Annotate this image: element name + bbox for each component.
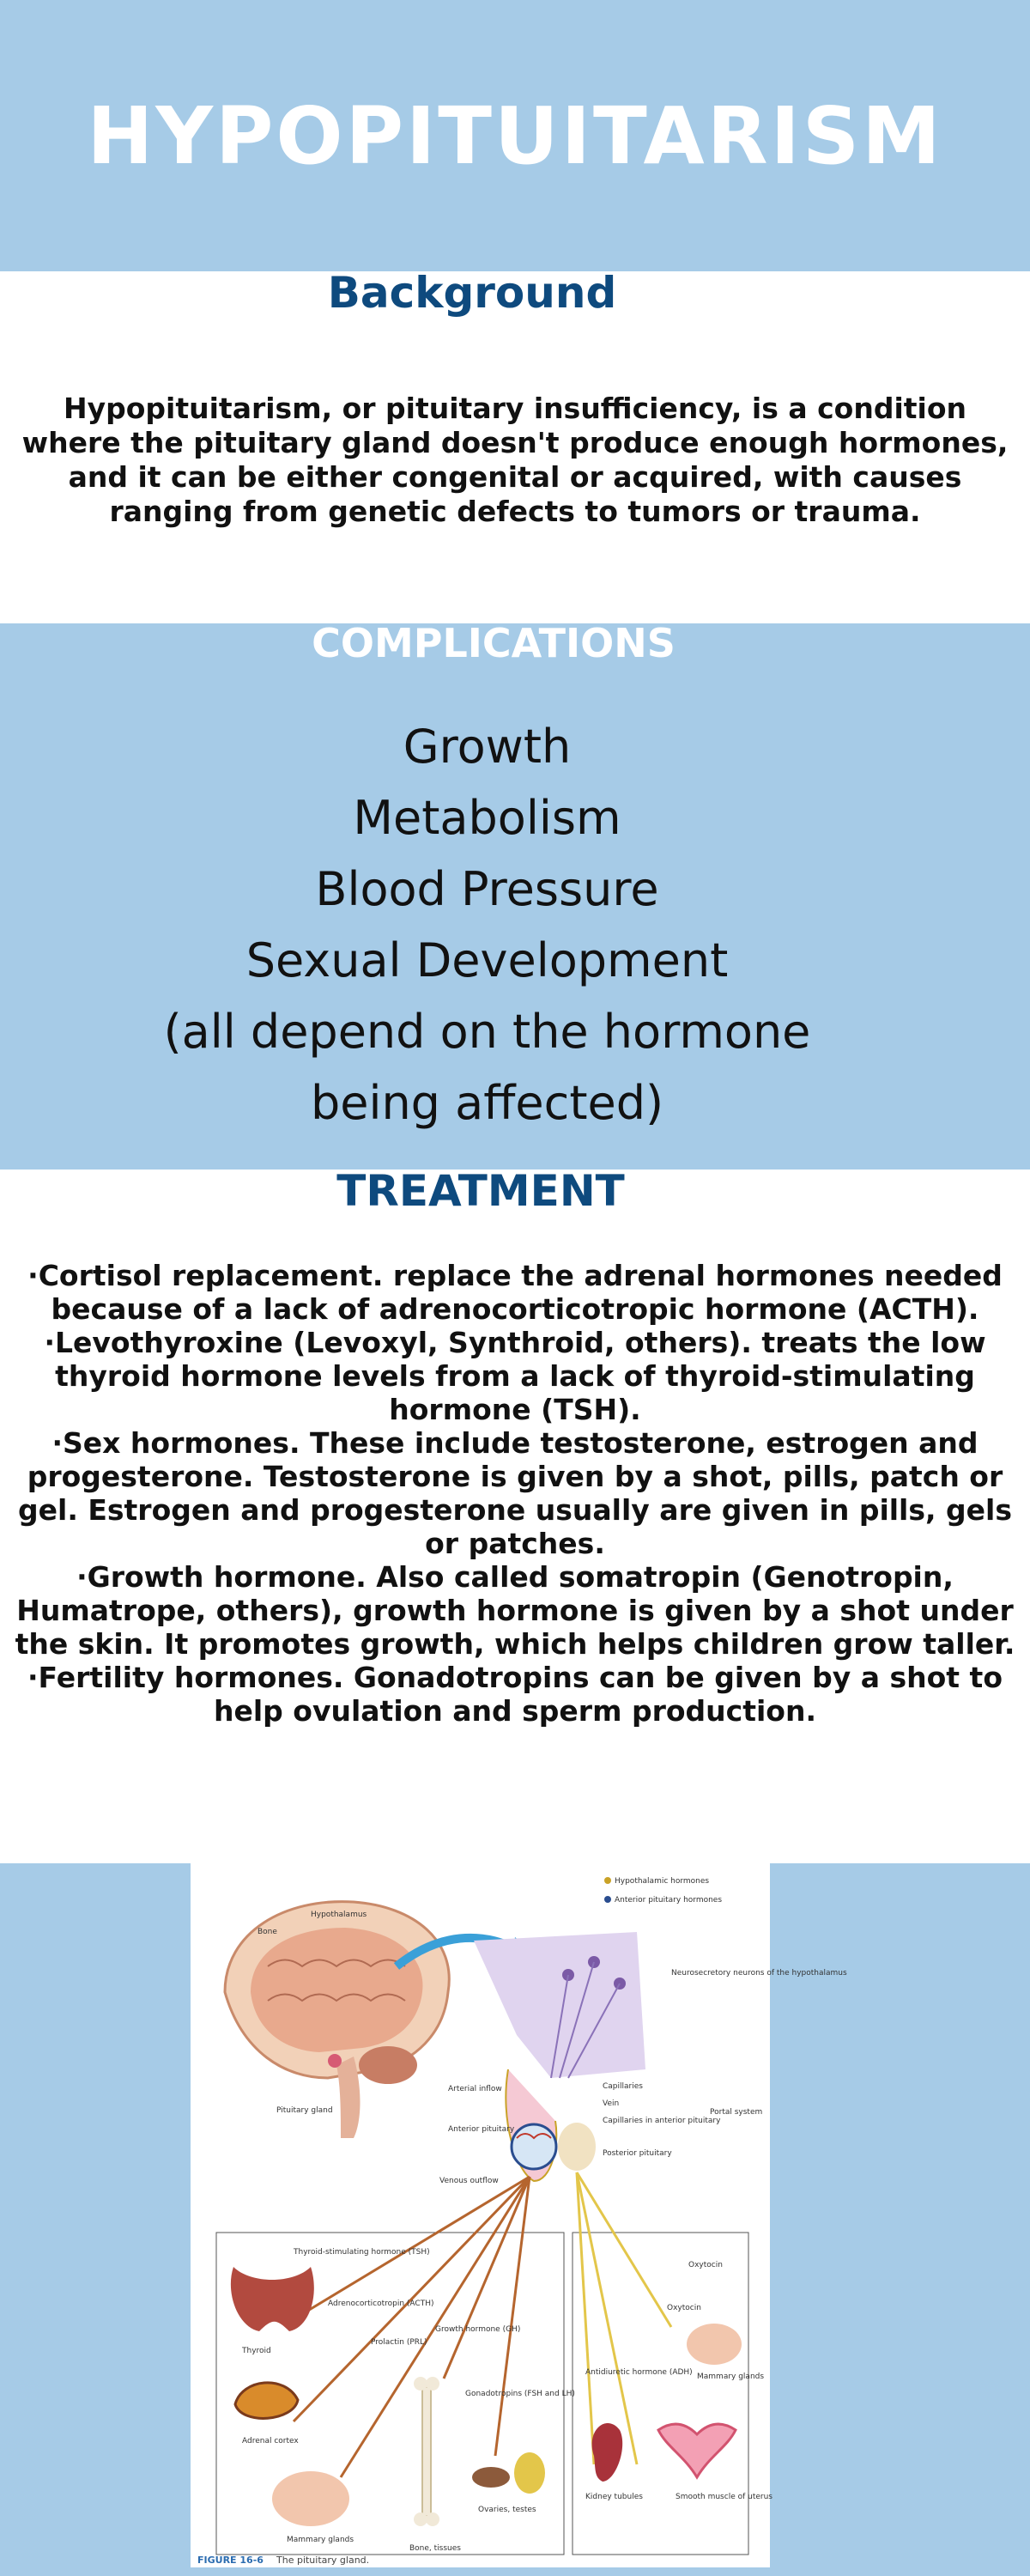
label-capillaries-anterior: Capillaries in anterior pituitary: [603, 2117, 721, 2125]
label-prl: Prolactin (PRL): [371, 2338, 427, 2347]
hypothalamic-legend-dot: [604, 1877, 611, 1884]
label-ovaries-testes: Ovaries, testes: [478, 2506, 536, 2514]
label-vein: Vein: [603, 2099, 620, 2108]
adrenal-illustration: [235, 2383, 298, 2419]
figure-caption-text: The pituitary gland.: [276, 2555, 370, 2566]
complication-item: Sexual Development: [245, 933, 729, 987]
label-neurosecretory: Neurosecretory neurons of the hypothalamus: [671, 1969, 847, 1978]
complication-item: being affected): [310, 1076, 664, 1130]
treatment-item-fertility: ·Fertility hormones. Gonadotropins can be given by a shot to help ovulation and sperm production.: [27, 1661, 1003, 1728]
label-oxytocin-top: Oxytocin: [688, 2261, 723, 2269]
label-thyroid: Thyroid: [242, 2347, 271, 2355]
bone-illustration: [422, 2387, 431, 2516]
testis-illustration: [514, 2452, 545, 2494]
label-tsh: Thyroid-stimulating hormone (TSH): [294, 2248, 430, 2257]
mammary-right-illustration: [687, 2324, 742, 2365]
pituitary-zoom: [474, 1932, 645, 2181]
treatment-heading: TREATMENT: [336, 1166, 625, 1216]
ovary-illustration: [472, 2467, 510, 2488]
treatment-item-levothyroxine: ·Levothyroxine (Levoxyl, Synthroid, others). treats the low thyroid hormone levels from a lack of thyroid-stimulating hormone (TSH).: [44, 1326, 986, 1426]
label-gh: Growth hormone (GH): [435, 2325, 521, 2334]
mammary-left-illustration: [272, 2471, 349, 2526]
label-mammary-left: Mammary glands: [287, 2536, 354, 2544]
complication-item: Blood Pressure: [315, 862, 659, 916]
label-kidney-tubules: Kidney tubules: [585, 2493, 643, 2501]
label-arterial-inflow: Arterial inflow: [448, 2085, 502, 2093]
label-capillaries: Capillaries: [603, 2082, 643, 2091]
label-posterior-pituitary: Posterior pituitary: [603, 2149, 672, 2158]
label-bone: Bone: [258, 1928, 277, 1936]
complications-heading: COMPLICATIONS: [312, 620, 676, 666]
background-heading: Background: [327, 268, 617, 318]
treatment-item-growth-hormone: ·Growth hormone. Also called somatropin (Genotropin, Humatrope, others), growth hormone is given by a shot under the skin. It promotes growth, which helps children grow taller.: [15, 1560, 1015, 1661]
label-anterior-pituitary: Anterior pituitary: [448, 2125, 515, 2134]
pituitary-diagram: [191, 1863, 847, 2567]
pituitary-figure: [191, 1863, 847, 2567]
label-pituitary-gland: Pituitary gland: [276, 2106, 333, 2115]
treatment-text: [5, 1259, 1025, 1728]
uterus-illustration: [658, 2424, 736, 2477]
label-mammary-right: Mammary glands: [697, 2372, 765, 2381]
treatment-item-sex-hormones: ·Sex hormones. These include testosterone, estrogen and progesterone. Testosterone is given by a shot, pills, patch or gel. Estrogen and progesterone usually are given in pills, gels or patches.: [18, 1426, 1012, 1560]
legend-anterior: Anterior pituitary hormones: [615, 1896, 723, 1905]
complication-item: Metabolism: [353, 791, 621, 845]
label-adrenal-cortex: Adrenal cortex: [242, 2437, 299, 2445]
complication-item: Growth: [403, 720, 572, 774]
label-oxytocin-mid: Oxytocin: [667, 2304, 701, 2312]
page-title: HYPOPITUITARISM: [87, 89, 943, 182]
complication-item: (all depend on the hormone: [163, 1005, 811, 1059]
label-adh: Antidiuretic hormone (ADH): [585, 2368, 693, 2377]
anterior-legend-dot: [604, 1896, 611, 1903]
label-gonadotropins: Gonadotropins (FSH and LH): [465, 2390, 575, 2398]
label-acth: Adrenocorticotropin (ACTH): [328, 2300, 434, 2308]
background-text: Hypopituitarism, or pituitary insufficiency, is a condition where the pituitary gland doesn't produce enough hormones, and it can be either congenital or acquired, with causes ranging from genetic defects to tumors or trauma.: [21, 392, 1009, 528]
label-hypothalamus: Hypothalamus: [311, 1911, 367, 1919]
complications-list: [0, 711, 974, 1139]
kidney-illustration: [592, 2423, 623, 2482]
legend-hypothalamic: Hypothalamic hormones: [615, 1877, 710, 1886]
brain-illustration: [225, 1902, 449, 2138]
posterior-hormone-arrows: [577, 2172, 671, 2464]
label-bone-tissues: Bone, tissues: [409, 2544, 461, 2553]
label-smooth-muscle: Smooth muscle of uterus: [676, 2493, 772, 2501]
treatment-item-cortisol: ·Cortisol replacement. replace the adrenal hormones needed because of a lack of adrenocorticotropic hormone (ACTH).: [27, 1259, 1003, 1326]
header-band: [0, 0, 1030, 271]
thyroid-illustration: [231, 2267, 314, 2331]
label-portal-system: Portal system: [710, 2108, 763, 2117]
label-venous-outflow: Venous outflow: [439, 2177, 499, 2185]
figure-caption-label: FIGURE 16-6: [197, 2555, 264, 2566]
